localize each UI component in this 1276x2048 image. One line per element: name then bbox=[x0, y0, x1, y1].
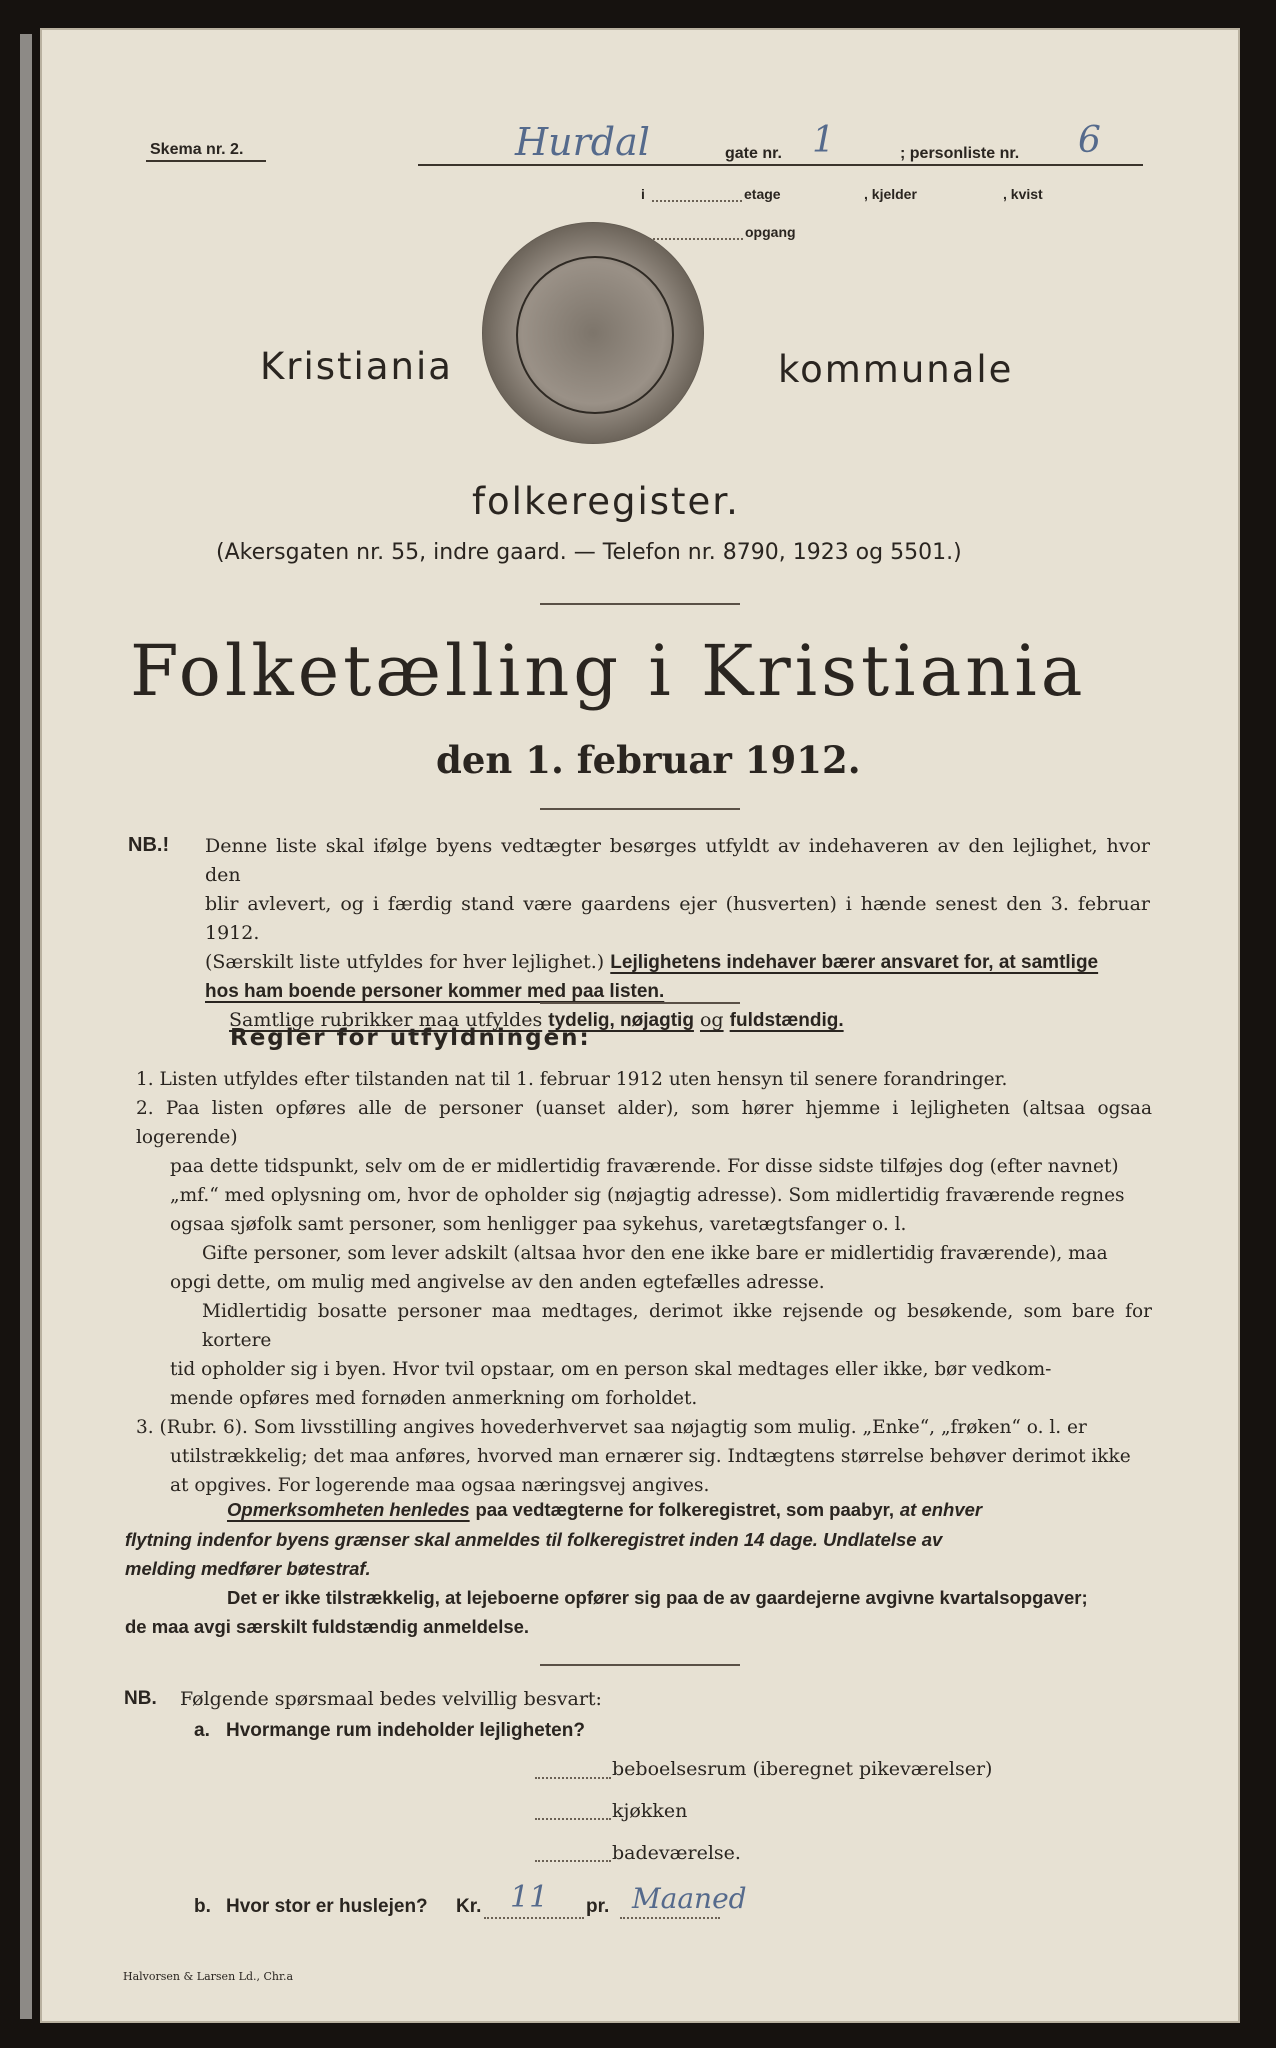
rule-2e: Gifte personer, som lever adskilt (altsaa hvor den ene ikke bare er midlertidig fraværende), maa bbox=[202, 1243, 1108, 1264]
rooms-field[interactable] bbox=[535, 1777, 611, 1779]
attention-line-1 bbox=[125, 1495, 1155, 1525]
question-b-text: Hvor stor er huslejen? bbox=[226, 1896, 428, 1917]
rule-2h: tid opholder sig i byen. Hvor tvil opstaar, om en person skal medtages eller ikke, bør vedkom- bbox=[170, 1359, 1052, 1380]
rule-2a: 2. Paa listen opføres alle de personer (uanset alder), som hører hjemme i lejligheten (altsaa ogsaa logerende) bbox=[136, 1098, 1152, 1148]
rule-2f: opgi dette, om mulig med angivelse av den anden egtefælles adresse. bbox=[170, 1272, 825, 1293]
printer-imprint: Halvorsen & Larsen Ld., Chr.a bbox=[123, 1970, 294, 1983]
org-left: Kristiania bbox=[260, 345, 453, 388]
divider-2 bbox=[540, 808, 740, 810]
attention-1b: paa vedtægterne for folkeregistret, som paabyr, bbox=[475, 1499, 894, 1520]
questions-nb: NB. bbox=[124, 1688, 157, 1709]
rule-2b: paa dette tidspunkt, selv om de er midlertidig fraværende. For disse sidste tilføjes dog (efter navnet) bbox=[170, 1156, 1119, 1177]
rule-3a: 3. (Rubr. 6). Som livsstilling angives hovederhvervet saa nøjagtig som mulig. „Enke“, „frøken“ o. l. er bbox=[136, 1417, 1087, 1438]
rule-2c: „mf.“ med oplysning om, hvor de opholder sig (nøjagtig adresse). Som midlertidig fraværende regnes bbox=[170, 1185, 1125, 1206]
question-a-text: Hvormange rum indeholder lejligheten? bbox=[226, 1720, 585, 1741]
question-b-label: b. bbox=[194, 1896, 211, 1917]
period-handwritten: Maaned bbox=[632, 1882, 747, 1915]
kjelder-label: , kjelder bbox=[864, 186, 917, 202]
main-title: Folketælling i Kristiania bbox=[130, 630, 1087, 712]
nb-line-1: Denne liste skal ifølge byens vedtægter besørges utfyldt av indehaveren av den lejlighet, hvor den bbox=[205, 835, 1150, 886]
personliste-number-handwritten: 6 bbox=[1078, 120, 1101, 161]
rule-2i: mende opføres med fornøden anmerkning om forholdet. bbox=[170, 1388, 698, 1409]
opgang-field[interactable] bbox=[645, 238, 743, 240]
rule-3b: utilstrækkelig; det maa anføres, hvorved man ernærer sig. Indtægtens størrelse behøver derimot ikke bbox=[170, 1446, 1131, 1467]
rooms-label: beboelsesrum (iberegnet pikeværelser) bbox=[612, 1758, 993, 1780]
nb-line-3a: (Særskilt liste utfyldes for hver lejlighet.) bbox=[205, 951, 605, 973]
nb-line-5d: fuldstændig. bbox=[729, 1010, 844, 1031]
nb-text bbox=[205, 832, 1150, 1035]
kvist-label: , kvist bbox=[1003, 186, 1043, 202]
nb-line-5a: Samtlige rubrikker maa utfyldes bbox=[229, 1009, 543, 1031]
attention-1c: at enhver bbox=[899, 1499, 983, 1520]
nb-line-3b: Lejlighetens indehaver bærer ansvaret for, at samtlige bbox=[610, 952, 1099, 973]
org-right: kommunale bbox=[778, 348, 1014, 391]
rules-text bbox=[136, 1065, 1152, 1500]
header-underline bbox=[418, 164, 1143, 166]
org-address: (Akersgaten nr. 55, indre gaard. — Telefon nr. 8790, 1923 og 5501.) bbox=[216, 540, 962, 565]
paper-edge bbox=[20, 34, 32, 2019]
opgang-label: opgang bbox=[745, 224, 796, 240]
personliste-label: ; personliste nr. bbox=[900, 145, 1020, 162]
title-date: den 1. februar 1912. bbox=[436, 738, 861, 782]
gate-number-handwritten: 1 bbox=[812, 120, 835, 161]
nb-line-5c: og bbox=[699, 1009, 724, 1031]
rules-heading: Regler for utfyldningen: bbox=[230, 1025, 591, 1051]
nb-line-4: hos ham boende personer kommer med paa listen. bbox=[205, 981, 665, 1002]
bath-field[interactable] bbox=[535, 1860, 611, 1862]
bath-label: badeværelse. bbox=[612, 1842, 741, 1864]
nb-line-5b: tydelig, nøjagtig bbox=[548, 1010, 694, 1031]
attention-line-2: flytning indenfor byens grænser skal anmeldes til folkeregistret inden 14 dage. Undlatelse av bbox=[125, 1529, 943, 1550]
pr-label: pr. bbox=[586, 1896, 610, 1917]
rule-2d: ogsaa sjøfolk samt personer, som henligger paa sykehus, varetægtsfanger o. l. bbox=[170, 1214, 907, 1235]
nb-line-2: blir avlevert, og i færdig stand være gaardens ejer (husverten) i hænde senest den 3. februar 1912. bbox=[205, 893, 1150, 944]
city-seal bbox=[482, 222, 704, 444]
rule-2g: Midlertidig bosatte personer maa medtages, derimot ikke rejsende og besøkende, som bare for kortere bbox=[202, 1301, 1152, 1351]
kr-label: Kr. bbox=[456, 1896, 482, 1917]
skema-underline bbox=[146, 160, 266, 162]
rule-3c: at opgives. For logerende maa ogsaa næringsvej angives. bbox=[170, 1475, 710, 1496]
i-label: i bbox=[641, 186, 645, 202]
attention-line-3: melding medfører bøtestraf. bbox=[125, 1558, 371, 1579]
kitchen-label: kjøkken bbox=[612, 1800, 688, 1822]
rent-handwritten: 11 bbox=[510, 1880, 549, 1915]
rule-1: 1. Listen utfyldes efter tilstanden nat til 1. februar 1912 uten hensyn til senere forandringer. bbox=[136, 1069, 1008, 1090]
attention-line-4: Det er ikke tilstrækkelig, at lejeboerne opfører sig paa de av gaardejerne avgivne kvartalsopgaver; bbox=[227, 1587, 1088, 1608]
seal-inner-ring bbox=[516, 256, 674, 414]
rent-field[interactable] bbox=[484, 1917, 584, 1919]
question-a-label: a. bbox=[194, 1720, 210, 1741]
questions-intro: Følgende spørsmaal bedes velvillig besvart: bbox=[180, 1688, 602, 1710]
street-name-handwritten: Hurdal bbox=[515, 120, 650, 164]
nb-line-3 bbox=[205, 948, 1150, 977]
divider-4 bbox=[540, 1664, 740, 1666]
period-field[interactable] bbox=[620, 1917, 720, 1919]
divider-1 bbox=[540, 603, 740, 605]
attention-line-5: de maa avgi særskilt fuldstændig anmeldelse. bbox=[125, 1616, 530, 1637]
etage-field[interactable] bbox=[652, 200, 742, 202]
org-sub: folkeregister. bbox=[472, 480, 740, 523]
gate-label: gate nr. bbox=[725, 145, 782, 162]
skema-label: Skema nr. 2. bbox=[150, 141, 244, 158]
attention-text bbox=[125, 1495, 1155, 1641]
kitchen-field[interactable] bbox=[535, 1818, 611, 1820]
etage-label: etage bbox=[744, 186, 781, 202]
divider-3 bbox=[540, 1002, 740, 1004]
nb-label: NB.! bbox=[128, 834, 170, 856]
attention-1a: Opmerksomheten henledes bbox=[227, 1499, 470, 1520]
